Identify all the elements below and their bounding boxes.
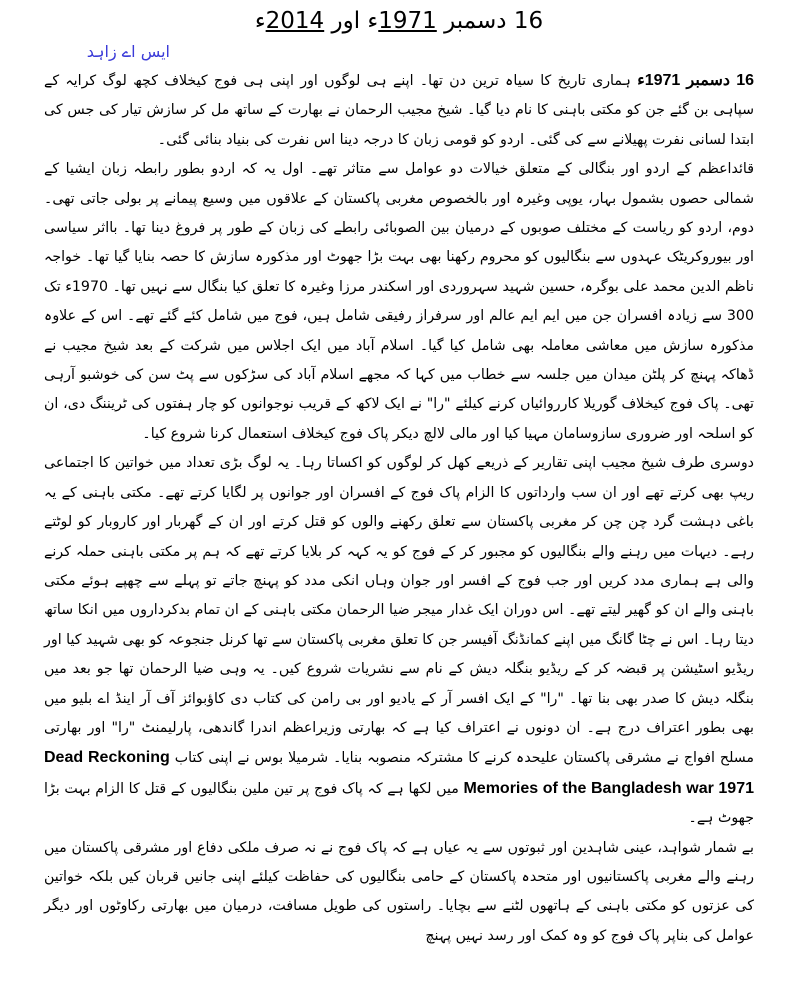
author-byline: ایس اے زاہد	[86, 42, 170, 61]
article-title	[44, 6, 754, 36]
paragraph-3	[44, 449, 754, 833]
title-month: دسمبر	[444, 8, 507, 34]
title-conjunction: ء اور	[331, 8, 379, 34]
paragraph-4: بے شمار شواہد، عینی شاہدین اور ثبوتوں سے یہ عیاں ہے کہ پاک فوج نے نہ صرف ملکی دفاع اور مشرقی پاکستان میں رہنے والے مغربی پاکستانیوں اور متحدہ پاکستان کے حامی بنگالیوں کی حفاظت کیلئے اپنی جانیں قربان کیں بلکہ خواتین کی عزتوں کو مکتی باہنی کے ہاتھوں لٹنے سے بچایا۔ راستوں کی طویل مسافت، درمیان میں بھارتی رکاوٹوں اور دیگر عوامل کی بناپر پاک فوج کو وہ کمک اور رسد نہیں پہنچ	[44, 839, 754, 944]
paragraph-1	[44, 66, 754, 155]
title-day: 16	[513, 8, 544, 34]
paragraph-2: قائداعظم کے اردو اور بنگالی کے متعلق خیالات دو عوامل سے متاثر تھے۔ اول یہ کہ اردو بطور رابطہ زبان ایشیا کے شمالی حصوں بشمول بہار، یوپی وغیرہ اور بالخصوص مغربی پاکستان کے علاقوں میں وسیع پیمانے پر بولی جاتی تھی۔ دوم، اردو کو ریاست کے مختلف صوبوں کے درمیان بین الصوبائی رابطے کی زبان کے طور پر فروغ دینا تھا۔ بااثر سیاسی اور بیوروکریٹک عہدوں سے بنگالیوں کو محروم رکھنا بھی بہت بڑا جھوٹ اور مذکورہ سازش کا حصہ بنایا گیا تھا۔ خواجہ ناظم الدین محمد علی بوگرہ، حسین شہید سہروردی اور اسکندر مرزا وغیرہ کا تعلق کیا بنگال سے نہیں تھا۔ 1970ء تک 300 سے زیادہ افسران جن میں ایم ایم عالم اور سرفراز رفیقی شامل ہیں، فوج میں شامل کئے گئے تھے۔ اس کے علاوہ مذکورہ سازش میں معاشی معاملہ بھی شامل کیا گیا۔ اسلام آباد میں ایک اجلاس میں شرکت کے بعد شیخ مجیب نے ڈھاکہ پہنچ کر پلٹن میدان میں جلسہ سے خطاب میں کہا کہ مجھے اسلام آباد کی سڑکوں سے پٹ سن کی خوشبو آرہی تھی۔ پاک فوج کیخلاف گوریلا کارروائیاں کرنے کیلئے "را" نے ایک لاکھ کے قریب نوجوانوں کو چار ہفتوں کی ٹریننگ دی، ان کو اسلحہ اور ضروری سازوسامان مہیا کیا اور مالی لالچ دیکر پاک فوج کیخلاف استعمال کرنا شروع کیا۔	[44, 161, 754, 442]
paragraph-3-text: دوسری طرف شیخ مجیب اپنی تقاریر کے ذریعے کھل کر لوگوں کو اکساتا رہا۔ یہ لوگ بڑی تعداد میں خواتین کا اجتماعی ریپ بھی کرتے تھے اور ان سب وارداتوں کا الزام پاک فوج کے افسران اور جوانوں پر لگایا کرتے تھے۔ مکتی باہنی کے یہ باغی دہشت گرد چن چن کر مغربی پاکستان سے تعلق رکھنے والوں کو قتل کرتے اور ان کے گھربار اور کاروبار کو لوٹتے رہے۔ دیہات میں رہنے والے بنگالیوں کو مجبور کر کے فوج کو یہ کہہ کر بلایا کرتے تھے کہ ہم پر مکتی باہنی حملہ کرنے والی ہے ہماری مدد کریں اور جب فوج کے افسر اور جوان وہاں انکی مدد کو پہنچ جاتے تو پہلے سے چھپے ہوئے مکتی باہنی والے ان کو گھیر لیتے تھے۔ اس دوران ایک غدار میجر ضیا الرحمان مکتی باہنی کے ان تمام بدکرداروں میں انکا ساتھ دیتا رہا۔ اس نے چٹا گانگ میں اپنے کمانڈنگ آفیسر جن کا تعلق مغربی پاکستان سے تھا کرنل جنجوعہ کو بھی شہید کیا اور ریڈیو اسٹیشن پر قبضہ کر کے ریڈیو بنگلہ دیش کے نام سے نشریات شروع کیں۔ یہ وہی ضیا الرحمان تھا جو بعد میں بنگلہ دیش کا صدر بھی بنا تھا۔ "را" کے ایک افسر آر کے یادیو اور بی رامن کی کتاب دی کاؤبوائز آف آر اینڈ اے بلیو میں بھی بطور اعتراف درج ہے۔ ان دونوں نے اعتراف کیا ہے کہ بھارتی وزیراعظم اندرا گاندھی، پارلیمنٹ "را" اور بھارتی مسلح افواج نے مشرقی پاکستان علیحدہ کرنے کا مشترکہ منصوبہ بنایا۔ شرمیلا بوس نے اپنی کتاب	[44, 455, 755, 767]
title-suffix: ء	[254, 8, 266, 34]
paragraph-1-lead: 16 دسمبر 1971ء	[637, 72, 755, 89]
paragraph-1-text: ہماری تاریخ کا سیاہ ترین دن تھا۔ اپنے ہی لوگوں اور اپنی ہی فوج کیخلاف کچھ لوگ کرایہ کے سپاہی بن گئے جن کو مکتی باہنی کا نام دیا گیا۔ شیخ مجیب الرحمان نے بھارت کے ساتھ مل کر سازش تیار کی جس کی ابتدا لسانی نفرت پھیلانے سے کی گئی۔ اردو کو قومی زبان کا درجہ دینا اس نفرت کی بنیاد بنائی گئی۔	[44, 73, 754, 148]
title-year-1971: 1971	[378, 8, 437, 34]
paragraph-3-text-after: میں لکھا ہے کہ پاک فوج پر تین ملین بنگالیوں کے قتل کا الزام بہت بڑا جھوٹ ہے۔	[44, 780, 754, 827]
article-page	[44, 0, 754, 989]
title-year-2014: 2014	[265, 8, 325, 34]
book-title: Dead Reckoning Memories of the Bangladesh war 1971	[44, 749, 754, 797]
